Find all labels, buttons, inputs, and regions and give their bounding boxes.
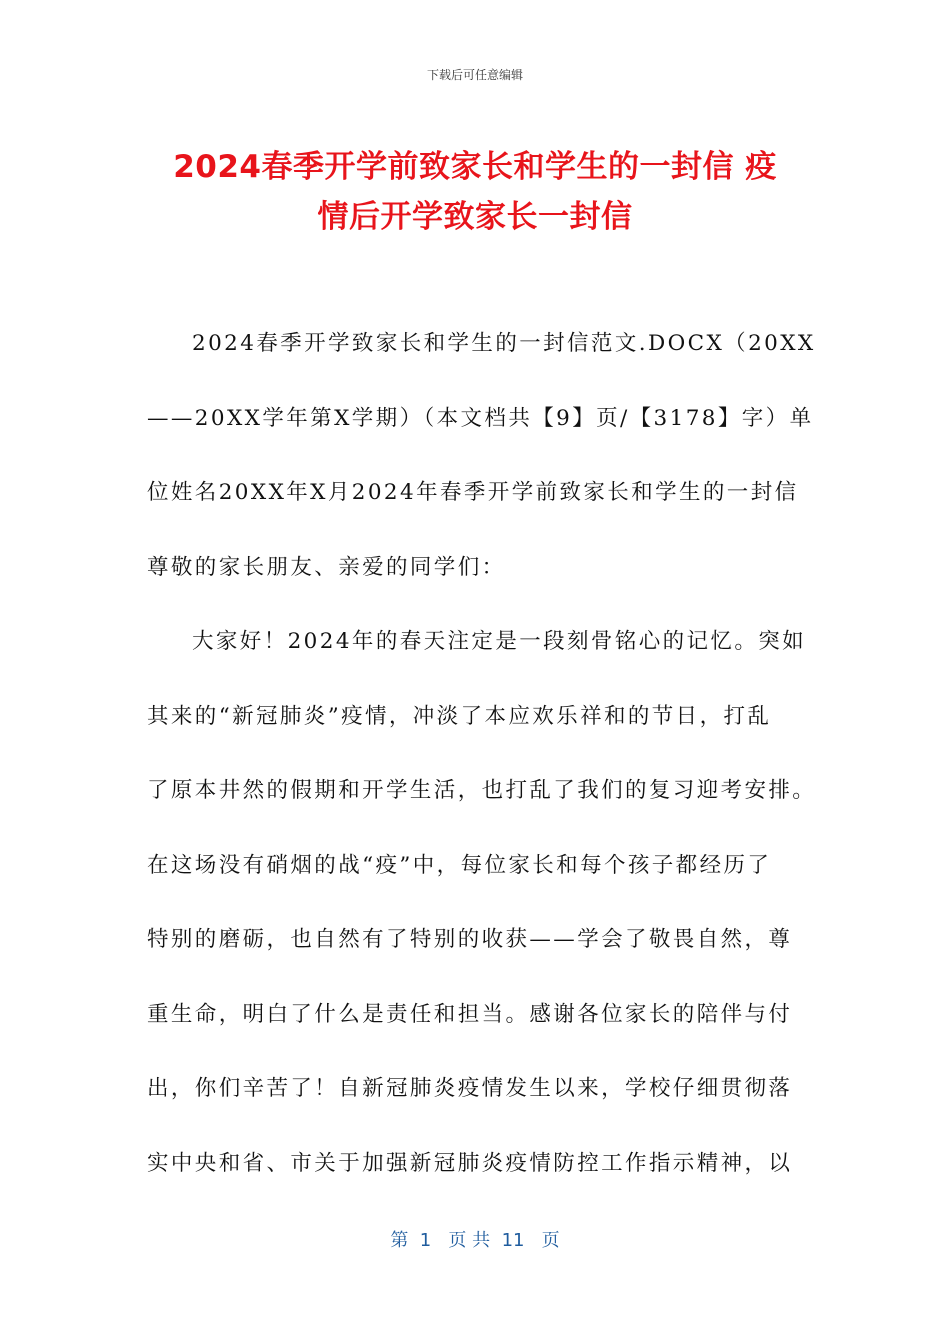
body-line: 尊敬的家长朋友、亲爱的同学们： <box>147 554 506 580</box>
header-note: 下载后可任意编辑 <box>426 68 523 82</box>
title-line-2: 情后开学致家长一封信 <box>317 199 633 235</box>
body-line: 实中央和省、市关于加强新冠肺炎疫情防控工作指示精神，以 <box>147 1150 793 1176</box>
body-line: 其来的“新冠肺炎”疫情，冲淡了本应欢乐祥和的节日，打乱 <box>147 703 772 729</box>
body-line: 位姓名20XX年X月2024年春季开学前致家长和学生的一封信 <box>147 480 799 505</box>
body-line: 特别的磨砺，也自然有了特别的收获——学会了敬畏自然，尊 <box>147 927 793 952</box>
document-title <box>120 142 830 242</box>
body-line: 2024春季开学致家长和学生的一封信范文.DOCX（20XX <box>192 331 816 356</box>
body-line: 了原本井然的假期和开学生活，也打乱了我们的复习迎考安排。 <box>147 778 817 803</box>
body-line: ——20XX学年第X学期）（本文档共【9】页/【3178】字）单 <box>147 405 814 431</box>
body-line: 重生命，明白了什么是责任和担当。感谢各位家长的陪伴与付 <box>147 1001 793 1027</box>
body-line: 出，你们辛苦了！自新冠肺炎疫情发生以来，学校仔细贯彻落 <box>147 1076 793 1101</box>
page-footer: 第 1 页 共 11 页 <box>390 1230 560 1251</box>
document-body <box>147 322 817 1216</box>
title-line-1: 2024春季开学前致家长和学生的一封信 疫 <box>173 149 777 185</box>
body-line: 在这场没有硝烟的战“疫”中，每位家长和每个孩子都经历了 <box>147 852 772 878</box>
body-line: 大家好！2024年的春天注定是一段刻骨铭心的记忆。突如 <box>192 629 807 654</box>
